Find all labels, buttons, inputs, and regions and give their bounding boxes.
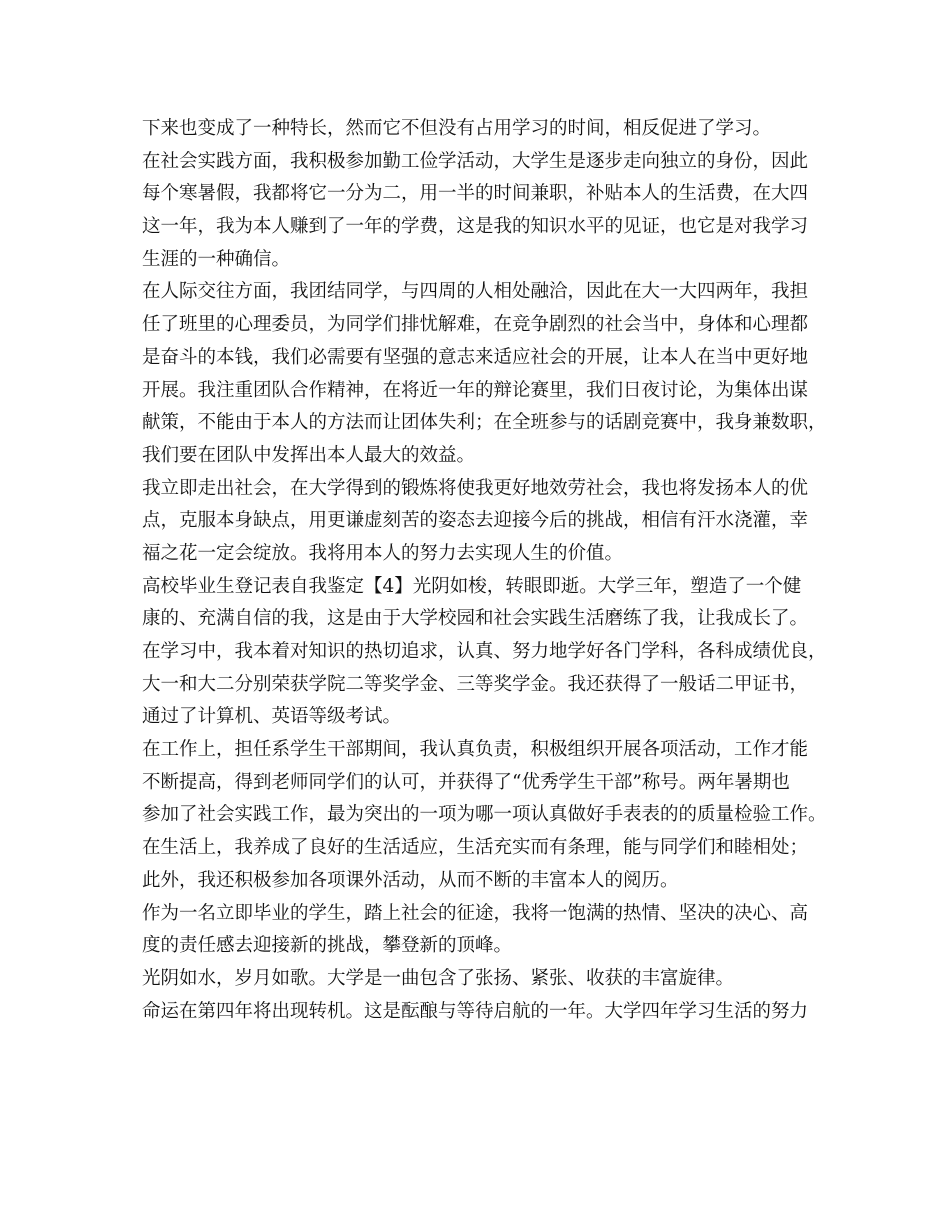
text-line: 在人际交往方面，我团结同学，与四周的人相处融洽，因此在大一大四两年，我担 bbox=[142, 281, 809, 303]
text-line: 在学习中，我本着对知识的热切追求，认真、努力地学好各门学科，各科成绩优良， bbox=[142, 641, 827, 662]
text-line: 点，克服本身缺点，用更谦虚刻苦的姿态去迎接今后的挑战，相信有汗水浇灌，幸 bbox=[142, 510, 809, 532]
document-body bbox=[142, 113, 826, 1028]
text-line: 度的责任感去迎接新的挑战，攀登新的顶峰。 bbox=[142, 935, 513, 957]
text-line: 任了班里的心理委员，为同学们排忧解难，在竞争剧烈的社会当中，身体和心理都 bbox=[142, 314, 809, 336]
text-line: 是奋斗的本钱，我们必需要有坚强的意志来适应社会的开展，让本人在当中更好地 bbox=[142, 346, 809, 368]
text-line: 在社会实践方面，我积极参加勤工俭学活动，大学生是逐步走向独立的身份，因此 bbox=[142, 150, 809, 172]
text-line: 此外，我还积极参加各项课外活动，从而不断的丰富本人的阅历。 bbox=[142, 869, 679, 891]
text-line: 开展。我注重团队合作精神，在将近一年的辩论赛里，我们日夜讨论，为集体出谋 bbox=[142, 379, 809, 401]
text-line: 通过了计算机、英语等级考试。 bbox=[142, 706, 402, 728]
text-line: 献策，不能由于本人的方法而让团体失利；在全班参与的话剧竞赛中，我身兼数职， bbox=[142, 412, 827, 434]
text-line: 不断提高，得到老师同学们的认可，并获得了“优秀学生干部”称号。两年暑期也 bbox=[142, 771, 790, 793]
text-line: 在生活上，我养成了良好的生活适应，生活充实而有条理，能与同学们和睦相处； bbox=[142, 837, 809, 859]
text-line: 参加了社会实践工作，最为突出的一项为哪一项认真做好手表表的的质量检验工作。 bbox=[142, 804, 827, 826]
text-line: 作为一名立即毕业的学生，踏上社会的征途，我将一饱满的热情、坚决的决心、高 bbox=[142, 902, 809, 924]
text-line: 福之花一定会绽放。我将用本人的努力去实现人生的价值。 bbox=[142, 542, 624, 564]
text-line: 生涯的一种确信。 bbox=[142, 248, 291, 270]
text-line: 康的、充满自信的我，这是由于大学校园和社会实践生活磨练了我，让我成长了。 bbox=[142, 608, 809, 630]
text-line: 每个寒暑假，我都将它一分为二，用一半的时间兼职，补贴本人的生活费，在大四 bbox=[142, 183, 809, 205]
text-line: 下来也变成了一种特长，然而它不但没有占用学习的时间，相反促进了学习。 bbox=[142, 118, 772, 139]
text-line: 这一年，我为本人赚到了一年的学费，这是我的知识水平的见证，也它是对我学习 bbox=[142, 216, 809, 238]
text-line: 高校毕业生登记表自我鉴定【4】光阴如梭，转眼即逝。大学三年，塑造了一个健 bbox=[142, 575, 802, 597]
text-line: 我们要在团队中发挥出本人最大的效益。 bbox=[142, 444, 476, 466]
text-line: 大一和大二分别荣获学院二等奖学金、三等奖学金。我还获得了一般话二甲证书， bbox=[142, 673, 809, 695]
text-line: 命运在第四年将出现转机。这是酝酿与等待启航的一年。大学四年学习生活的努力 bbox=[142, 1000, 809, 1022]
text-line: 我立即走出社会，在大学得到的锻炼将使我更好地效劳社会，我也将发扬本人的优 bbox=[142, 477, 809, 499]
text-line: 在工作上，担任系学生干部期间，我认真负责，积极组织开展各项活动，工作才能 bbox=[142, 739, 809, 761]
text-line: 光阴如水，岁月如歌。大学是一曲包含了张扬、紧张、收获的丰富旋律。 bbox=[142, 967, 735, 989]
